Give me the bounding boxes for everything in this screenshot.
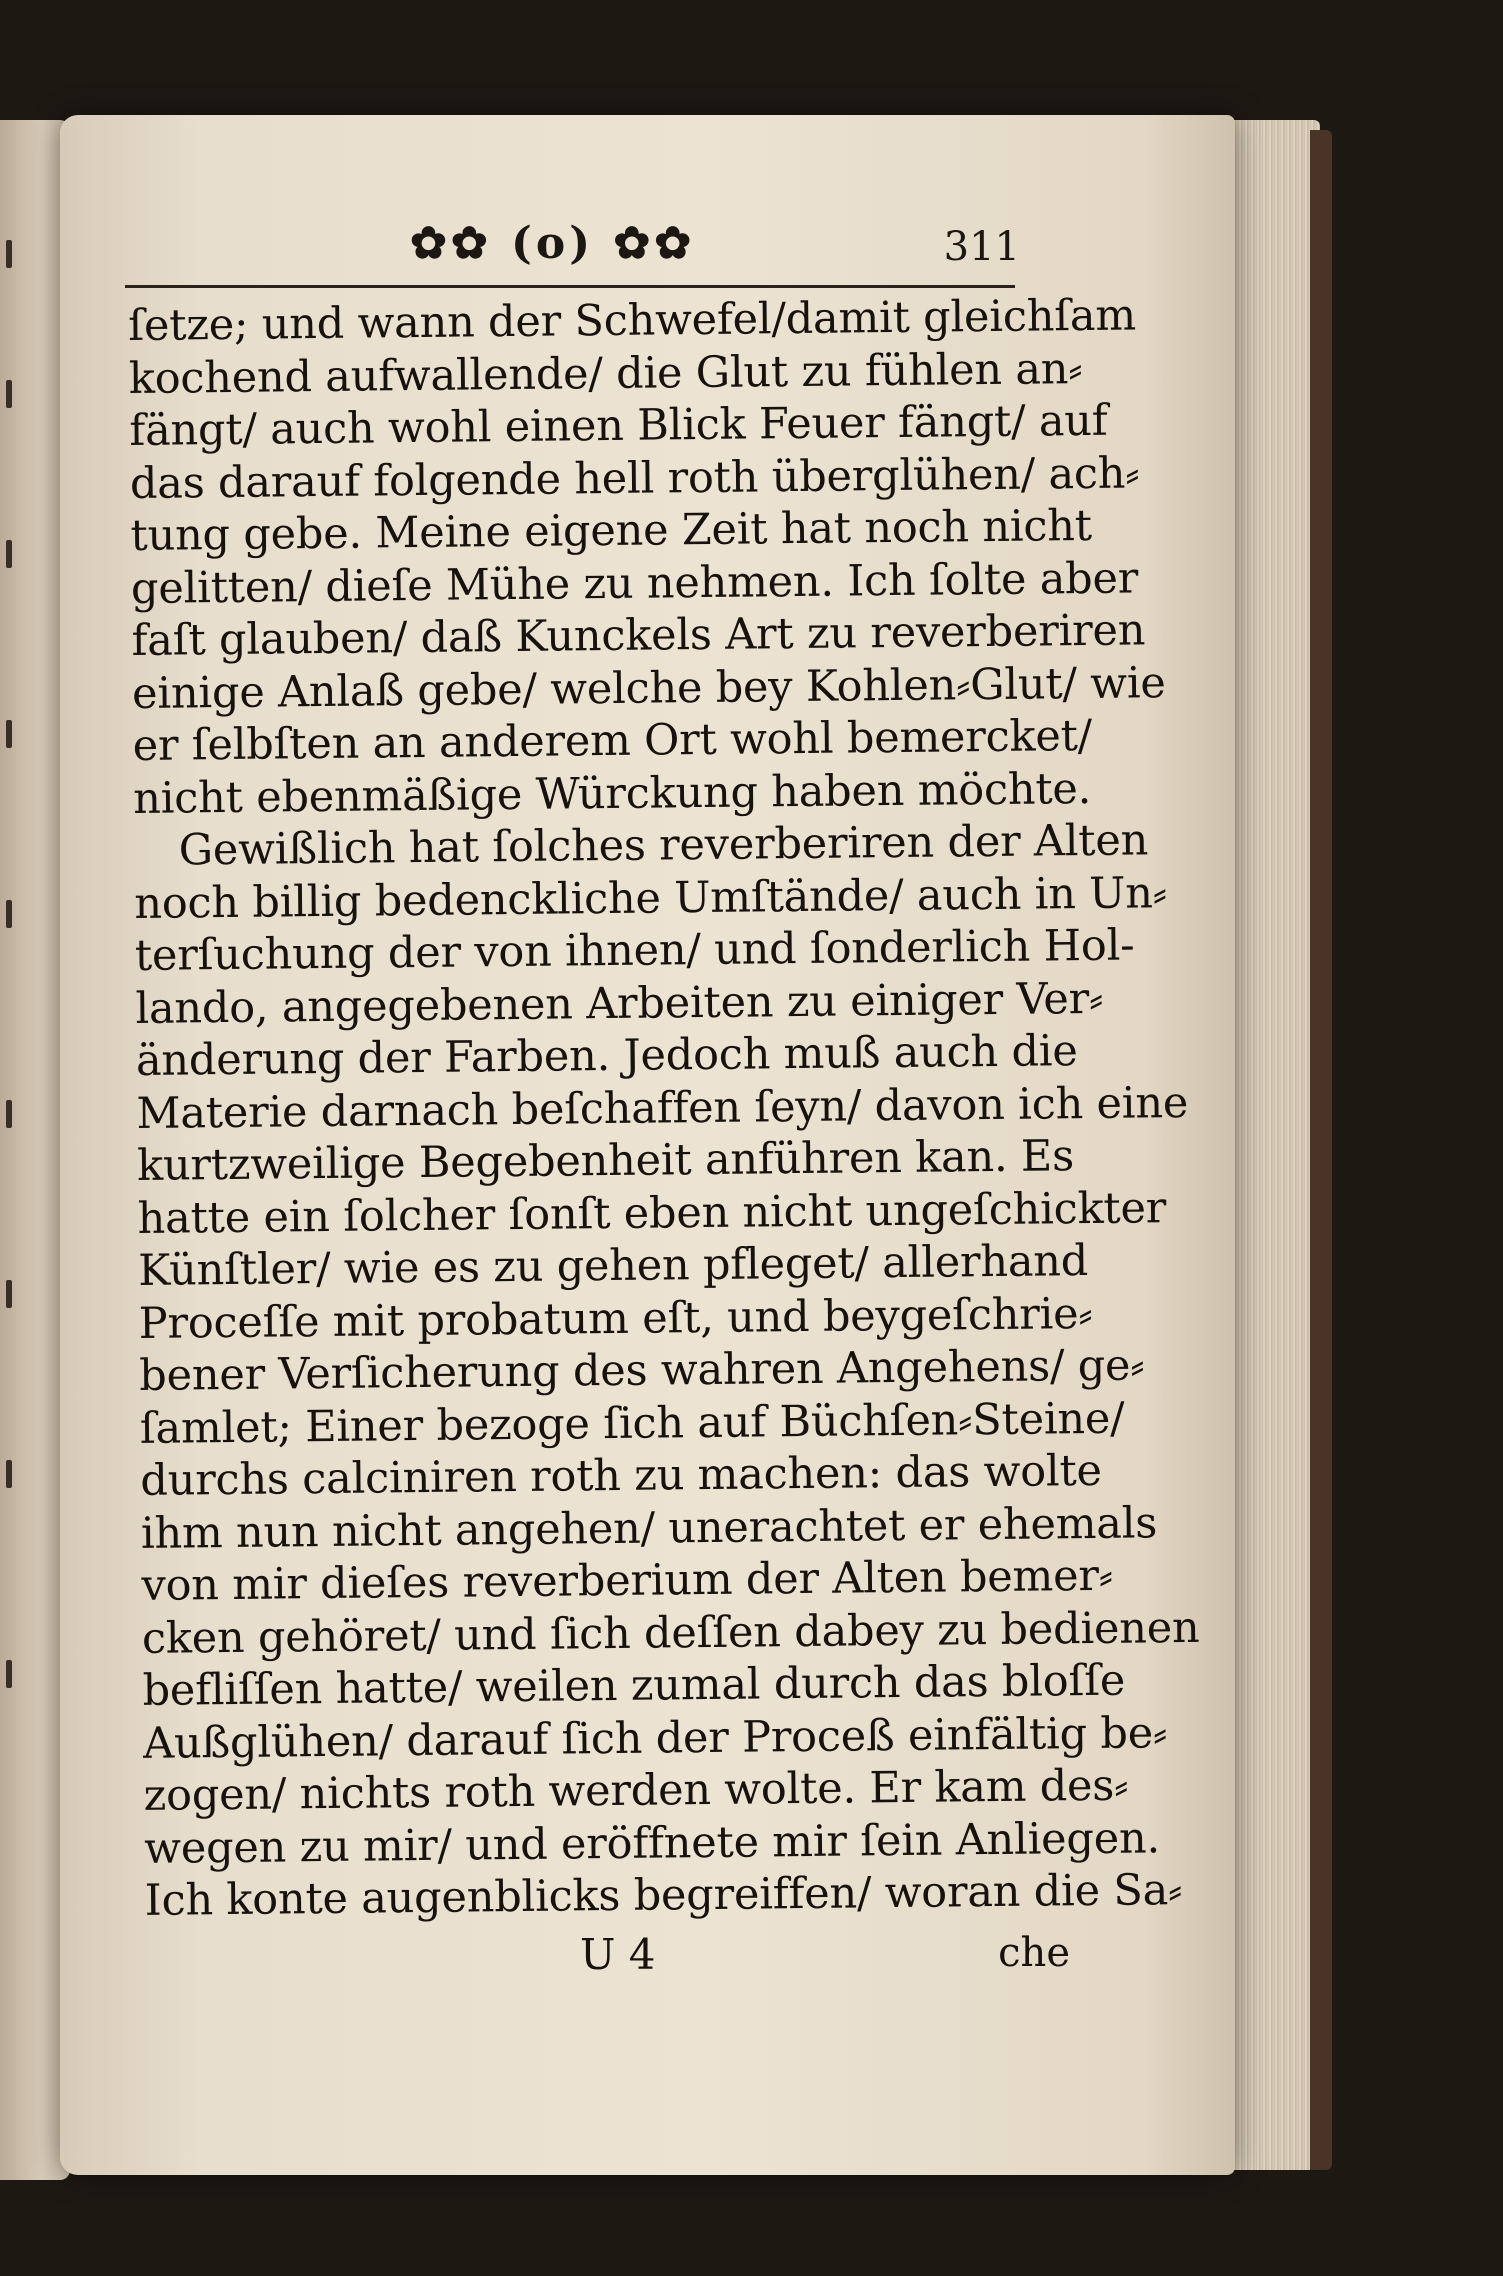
text-line: einige Anlaß gebe/ welche bey Kohlen⸗Glut/ wie (131, 657, 1166, 719)
page-header (120, 218, 1040, 278)
text-line: kurtzweilige Begebenheit anführen kan. Es (136, 1131, 1075, 1191)
text-line: lando, angegebenen Arbeiten zu einiger Ver⸗ (135, 973, 1104, 1034)
text-line: terſuchung der von ihnen/ und ſonderlich Hol- (134, 920, 1135, 981)
text-line: er ſelbſten an anderem Ort wohl bemercket/ (132, 710, 1093, 771)
text-line: Materie darnach beſchaffen ſeyn/ davon ich eine (136, 1077, 1189, 1139)
header-ornament: ✿✿ (o) ✿✿ (410, 218, 696, 269)
text-line: hatte ein ſolcher ſonſt eben nicht ungeſchickter (137, 1182, 1167, 1244)
text-line: fängt/ auch wohl einen Blick Feuer fängt/ auf (129, 395, 1108, 456)
text-line: Ich konte augenblicks begreiffen/ woran die Sa⸗ (144, 1865, 1183, 1926)
text-line: befliſſen hatte/ weilen zumal durch das bloſſe (142, 1655, 1126, 1716)
text-line: noch billig bedenckliche Umſtände/ auch in Un⸗ (134, 867, 1168, 929)
catchword: che (998, 1930, 1070, 1976)
signature-mark: U 4 (580, 1930, 656, 1979)
page-stack-edge (1225, 120, 1320, 2170)
text-line: faſt glauben/ daß Kunckels Art zu reverberiren (131, 605, 1146, 666)
text-line: das darauf folgende hell roth überglühen/ ach⸗ (129, 447, 1140, 509)
text-line: Proceſſe mit probatum eſt, und beygeſchrie⸗ (138, 1288, 1093, 1349)
text-line: ihm nun nicht angehen/ unerachtet er ehemals (140, 1497, 1158, 1559)
page-number: 311 (943, 224, 1020, 270)
text-line: Außglühen/ darauf ſich der Proceß einfältig be⸗ (142, 1707, 1168, 1769)
text-line: kochend aufwallende/ die Glut zu fühlen an⸗ (128, 343, 1083, 404)
text-line: nicht ebenmäßige Würckung haben möchte. (132, 763, 1092, 824)
text-line: bener Verſicherung des wahren Angehens/ ge⸗ (139, 1340, 1145, 1401)
text-line: Gewißlich hat ſolches reverberiren der Alten (178, 815, 1149, 876)
text-line: gelitten/ dieſe Mühe zu nehmen. Ich ſolte aber (130, 552, 1139, 614)
text-line: änderung der Farben. Jedoch muß auch die (135, 1026, 1078, 1086)
text-line: Künſtler/ wie es zu gehen pfleget/ allerhand (137, 1236, 1089, 1296)
body-text (128, 290, 1200, 1927)
header-rule (125, 285, 1015, 288)
text-line: ſamlet; Einer bezoge ſich auf Büchſen⸗Steine/ (139, 1393, 1125, 1454)
book-cover (1310, 130, 1332, 2170)
text-line: durchs calciniren roth zu machen: das wolte (140, 1445, 1103, 1506)
text-line: tung gebe. Meine eigene Zeit hat noch nicht (130, 500, 1093, 561)
page-footer (120, 1930, 1070, 1990)
text-line: wegen zu mir/ und eröffnete mir ſein Anliegen. (143, 1812, 1161, 1874)
previous-page-marks (0, 120, 20, 2180)
text-line: cken gehöret/ und ſich deſſen dabey zu bedienen (141, 1602, 1200, 1664)
text-line: von mir dieſes reverberium der Alten bemer⸗ (141, 1550, 1114, 1611)
text-line: zogen/ nichts roth werden wolte. Er kam des⸗ (143, 1760, 1129, 1821)
text-line: ſetze; und wann der Schwefel/damit gleichſam (128, 290, 1137, 351)
